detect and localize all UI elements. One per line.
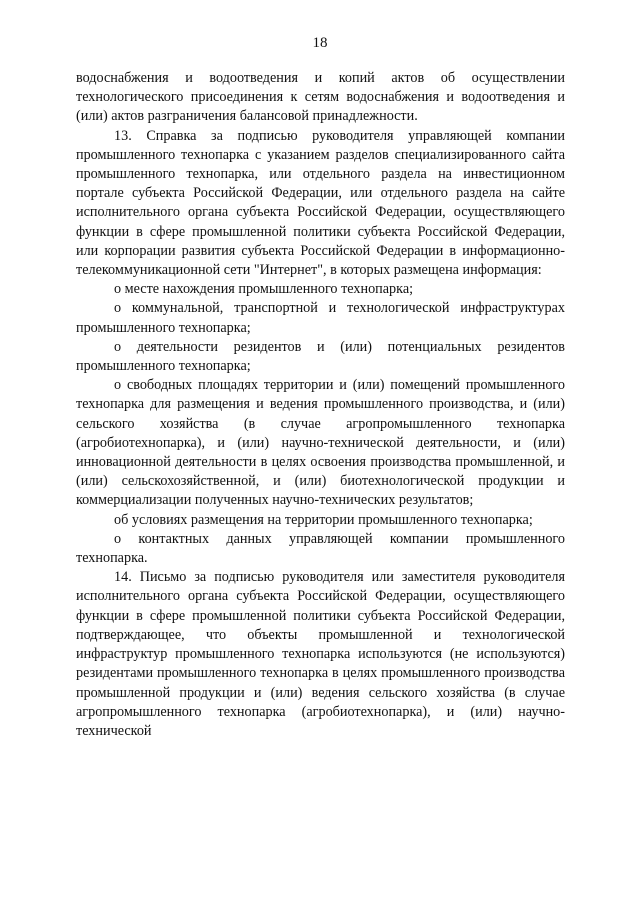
- list-item: о коммунальной, транспортной и технологической инфраструктурах промышленного технопарка;: [76, 300, 565, 336]
- paragraph-item-14: 14. Письмо за подписью руководителя или заместителя руководителя исполнительного органа субъекта Российской Федерации, осуществляющего функции в сфере промышленной политики субъекта Российской Федерации, подтверждающее, что объекты промышленной и технологической инфраструктур промышленного технопарка используются (не используются) резидентами промышленного технопарка в целях промышленного производства промышленной продукции и (или) ведения сельского хозяйства (в случае агропромышленного технопарка (агробиотехнопарка), и (или) научно-технической: [76, 569, 565, 739]
- list-item: о свободных площадях территории и (или) помещений промышленного технопарка для размещения и ведения промышленного производства, и (или) сельского хозяйства (в случае агропромышленного технопарка (агробиотехнопарка), и (или) научно-технической деятельности, и (или) инновационной деятельности в целях освоения производства промышленной, и (или) сельскохозяйственной, и (или) биотехнологической продукции и коммерциализации полученных научно-технических результатов;: [76, 377, 565, 509]
- paragraph-item-13: 13. Справка за подписью руководителя управляющей компании промышленного технопарка с указанием разделов специализированного сайта промышленного технопарка, или отдельного раздела на инвестиционном портале субъекта Российской Федерации, или отдельного раздела на сайте исполнительного органа субъекта Российской Федерации, осуществляющего функции в сфере промышленной политики субъекта Российской Федерации, или корпорации развития субъекта Российской Федерации в информационно-телекоммуникационной сети "Интернет", в которых размещена информация:: [76, 127, 565, 279]
- document-body: [76, 69, 565, 741]
- list-item: об условиях размещения на территории промышленного технопарка;: [114, 511, 533, 528]
- list-item: о месте нахождения промышленного технопарка;: [114, 281, 414, 298]
- page-number: 18: [312, 35, 328, 51]
- list-item: о деятельности резидентов и (или) потенциальных резидентов промышленного технопарка;: [76, 338, 565, 375]
- paragraph-continuation: водоснабжения и водоотведения и копий актов об осуществлении технологического присоединения к сетям водоснабжения и водоотведения и (или) актов разграничения балансовой принадлежности.: [76, 70, 565, 125]
- list-item: о контактных данных управляющей компании промышленного технопарка.: [76, 530, 565, 567]
